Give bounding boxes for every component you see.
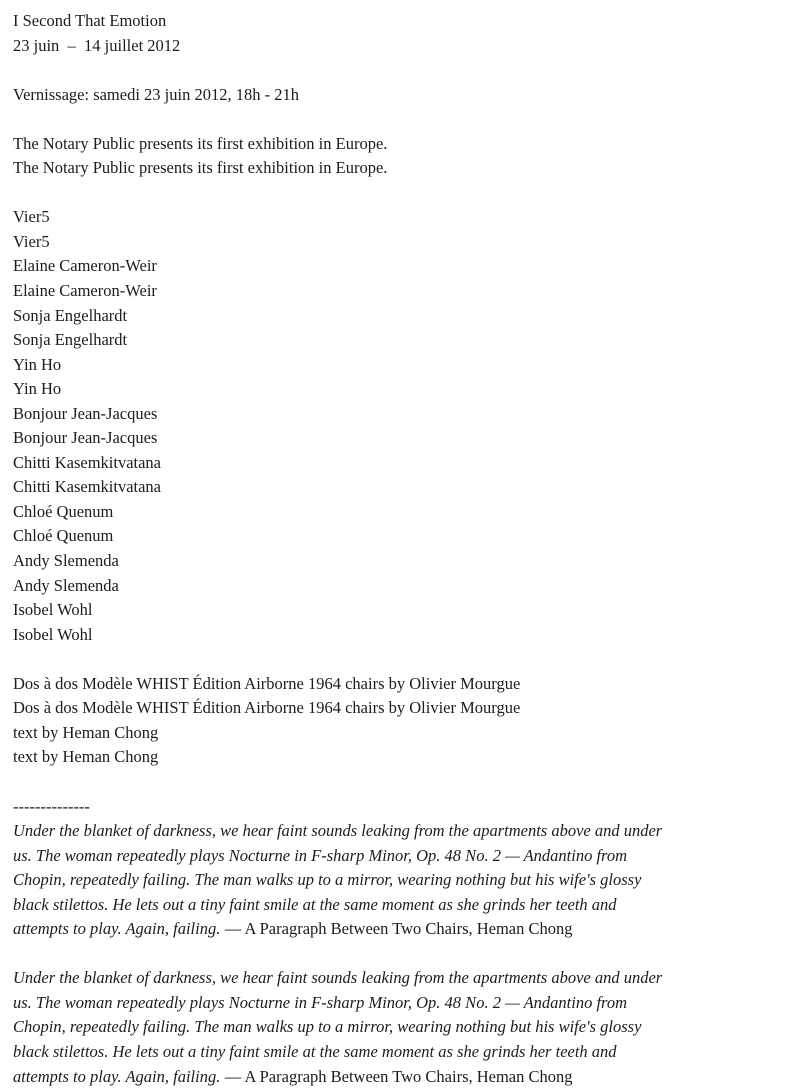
artist-name: Elaine Cameron-Weir bbox=[13, 256, 157, 276]
quote-attribution: — A Paragraph Between Two Chairs, Heman Chong bbox=[224, 1066, 573, 1086]
artist-name: Vier5 bbox=[13, 207, 50, 227]
quote-line: us. The woman repeatedly plays Nocturne in F-sharp Minor, Op. 48 No. 2 — Andantino from bbox=[13, 845, 627, 865]
artist-name: Bonjour Jean-Jacques bbox=[13, 403, 158, 423]
artist-name: Andy Slemenda bbox=[13, 575, 119, 595]
artist-name: Yin Ho bbox=[13, 379, 62, 399]
quote-line: Under the blanket of darkness, we hear faint sounds leaking from the apartments above and under bbox=[13, 821, 663, 841]
exhibition-title: I Second That Emotion bbox=[13, 11, 167, 30]
text-credit: text by Heman Chong bbox=[13, 747, 159, 767]
artist-name: Chloé Quenum bbox=[13, 501, 114, 521]
quote-line: black stilettos. He lets out a tiny faint smile at the same moment as she grinds her teeth and bbox=[13, 1041, 617, 1061]
intro-line: The Notary Public presents its first exhibition in Europe. bbox=[13, 133, 388, 153]
blank-line bbox=[13, 770, 786, 795]
quote-attribution: — A Paragraph Between Two Chairs, Heman Chong bbox=[224, 919, 573, 939]
blank-line bbox=[13, 107, 786, 132]
artist-name: Yin Ho bbox=[13, 354, 62, 374]
artist-name: Chitti Kasemkitvatana bbox=[13, 452, 162, 472]
artist-name: Isobel Wohl bbox=[13, 624, 93, 644]
blank-line bbox=[13, 58, 786, 83]
artist-name: Chloé Quenum bbox=[13, 526, 114, 546]
separator-line: -------------- bbox=[13, 796, 90, 816]
quote-line: black stilettos. He lets out a tiny faint smile at the same moment as she grinds her teeth and bbox=[13, 894, 617, 914]
vernissage-info: Vernissage: samedi 23 juin 2012, 18h - 21h bbox=[13, 84, 299, 104]
artist-name: Isobel Wohl bbox=[13, 600, 93, 620]
quote-line: us. The woman repeatedly plays Nocturne in F-sharp Minor, Op. 48 No. 2 — Andantino from bbox=[13, 992, 627, 1012]
artist-name: Sonja Engelhardt bbox=[13, 305, 128, 325]
artist-name: Elaine Cameron-Weir bbox=[13, 281, 157, 301]
artist-name: Vier5 bbox=[13, 231, 50, 251]
quote-line bbox=[13, 1065, 786, 1090]
intro-line: The Notary Public presents its first exhibition in Europe. bbox=[13, 158, 388, 178]
quote-line bbox=[13, 917, 786, 942]
artist-name: Bonjour Jean-Jacques bbox=[13, 428, 158, 448]
quote-line-text: attempts to play. Again, failing. bbox=[13, 1066, 221, 1086]
blank-line bbox=[13, 181, 786, 206]
artist-name: Andy Slemenda bbox=[13, 551, 119, 571]
chairs-credit: Dos à dos Modèle WHIST Édition Airborne 1964 chairs by Olivier Mourgue bbox=[13, 673, 521, 693]
blank-line bbox=[13, 942, 786, 967]
blank-line bbox=[13, 647, 786, 672]
text-credit: text by Heman Chong bbox=[13, 722, 159, 742]
exhibition-dates: 23 juin – 14 juillet 2012 bbox=[13, 35, 181, 55]
quote-line: Under the blanket of darkness, we hear faint sounds leaking from the apartments above and under bbox=[13, 968, 663, 988]
quote-line: Chopin, repeatedly failing. The man walks up to a mirror, wearing nothing but his wife's glossy bbox=[13, 1017, 642, 1037]
artist-name: Chitti Kasemkitvatana bbox=[13, 477, 162, 497]
quote-line: Chopin, repeatedly failing. The man walks up to a mirror, wearing nothing but his wife's glossy bbox=[13, 870, 642, 890]
chairs-credit: Dos à dos Modèle WHIST Édition Airborne 1964 chairs by Olivier Mourgue bbox=[13, 698, 521, 718]
artist-name: Sonja Engelhardt bbox=[13, 330, 128, 350]
quote-line-text: attempts to play. Again, failing. bbox=[13, 919, 221, 939]
